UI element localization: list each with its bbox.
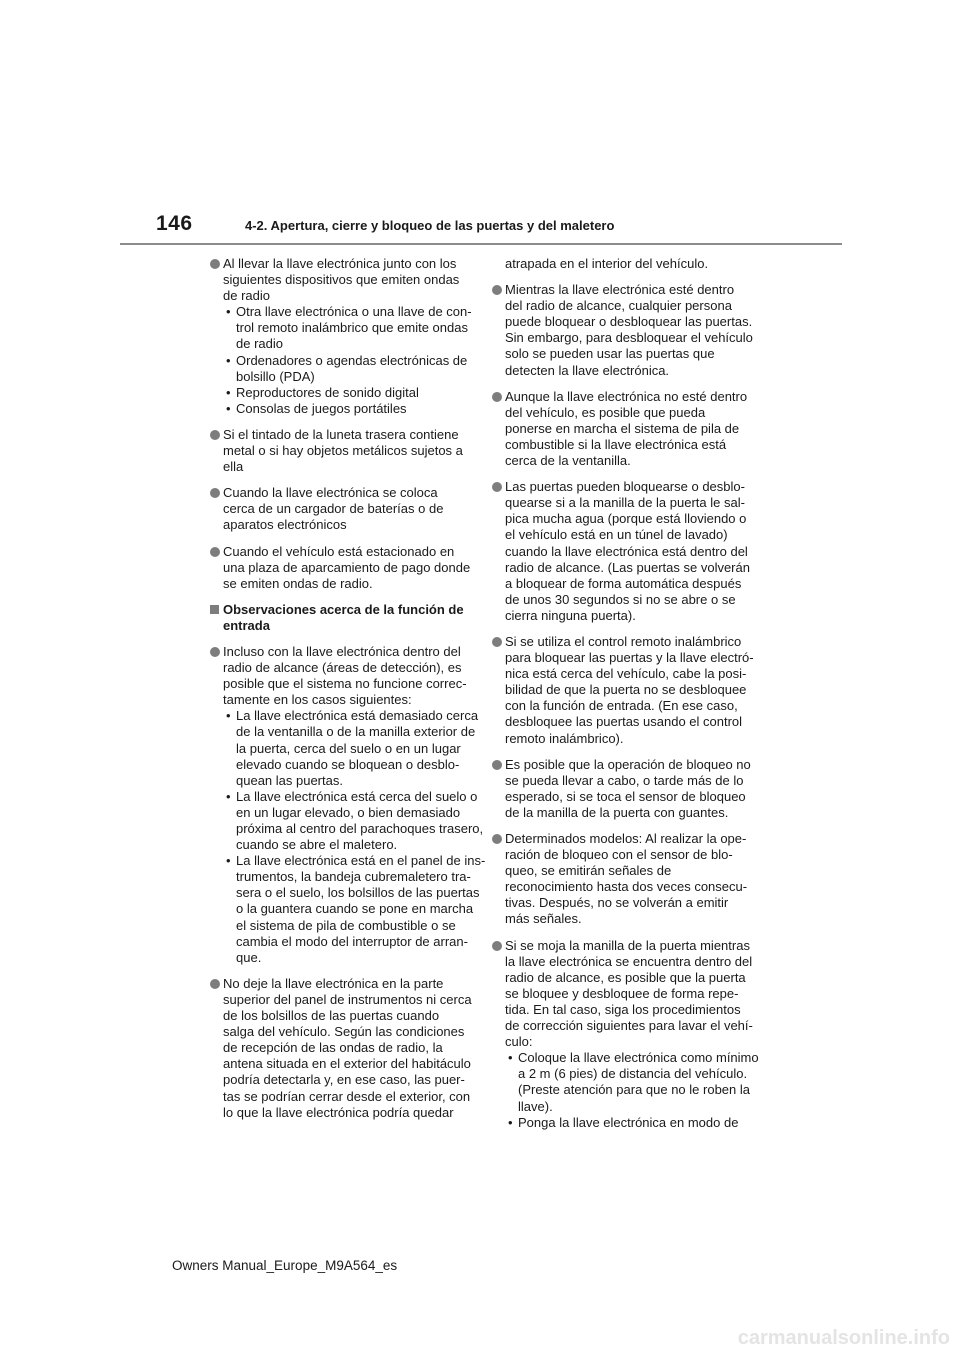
text-line: de corrección siguientes para lavar el vehí- [505,1018,753,1034]
text-line: Cuando la llave electrónica se coloca [223,485,438,501]
sub-bullet-item [223,385,468,401]
bullet-dot-icon [492,392,502,402]
text-line: sera o el suelo, los bolsillos de las puertas [236,885,480,901]
sub-bullet-item [223,304,472,352]
text-line: Ordenadores o agendas electrónicas de [236,352,468,368]
bullet-dot-icon [492,285,502,295]
text-line: en un lugar elevado, o bien demasiado [236,804,461,820]
text-line: se bloquee y desbloquee de forma repe- [505,985,739,1001]
text-line: tida. En tal caso, siga los procedimientos [505,1001,741,1017]
text-line: superior del panel de instrumentos ni cerca [223,991,472,1007]
text-line: ración de bloqueo con el sensor de blo- [505,847,733,863]
text-line: próxima al centro del parachoques trasero, [236,821,484,836]
text-line: trumentos, la bandeja cubremaletero tra- [236,869,471,885]
text-line: detecten la llave electrónica. [505,362,670,378]
text-line: cuando se abre el maletero. [236,837,398,853]
bullet-item [210,256,472,417]
text-line: podría detectarla y, en ese caso, las puer- [223,1072,465,1088]
text-line: culo: [505,1034,533,1050]
watermark-text: carmanualsonline.info [737,1327,950,1349]
text-line: para bloquear las puertas y la llave electró- [505,650,754,666]
bullet-dot-icon [210,430,220,440]
sub-bullet-item [223,353,468,385]
text-line: cuando la llave electrónica está dentro del [505,543,748,559]
text-line: elevado cuando se bloquean o desblo- [236,756,460,772]
text-line: cerca de la ventanilla. [505,453,631,469]
sub-bullet-icon: • [226,400,231,416]
sub-bullet-icon: • [508,1050,513,1066]
text-line: Sin embargo, para desbloquear el vehículo [505,330,753,346]
text-line: Coloque la llave electrónica como mínimo [518,1050,759,1066]
text-line: trol remoto inalámbrico que emite ondas [236,320,468,336]
text-line: a bloquear de forma automática después [505,575,742,591]
sub-bullet-icon: • [226,352,231,368]
text-line: o la guantera cuando se pone en marcha [236,901,474,917]
text-line: se emiten ondas de radio. [223,575,373,591]
bullet-dot-icon [210,488,220,498]
bullet-dot-icon [492,760,502,770]
sub-bullet-item [223,708,479,788]
bullet-item [492,282,754,379]
text-line: salga del vehículo. Según las condiciones [223,1024,465,1040]
text-line: del vehículo, es posible que pueda [505,404,706,420]
text-line: metal o si hay objetos metálicos sujetos a [223,443,463,459]
text-line: posible que el sistema no funcione correc- [223,676,467,692]
section-title: 4-2. Apertura, cierre y bloqueo de las puertas y del maletero [245,218,615,233]
text-line: con la función de entrada. (En ese caso, [505,698,738,714]
continued-text [492,256,754,272]
text-line: queo, se emitirán señales de [505,863,672,879]
text-line: de radio [236,336,283,352]
bullet-item [492,757,754,821]
sub-bullet-icon: • [226,384,231,400]
text-line: el vehículo está en un túnel de lavado) [505,527,728,543]
bullet-item [492,831,754,928]
sub-bullet-item [223,401,468,417]
text-line: Al llevar la llave electrónica junto con los [223,256,457,271]
text-line: Mientras la llave electrónica esté dentro [505,282,735,298]
text-line: entrada [223,617,270,633]
text-line: La llave electrónica está cerca del suelo o [236,788,478,804]
text-line: la llave electrónica se encuentra dentro del [505,953,753,969]
bullet-item [210,543,471,592]
text-line: llave). [518,1098,553,1114]
page-footer: Owners Manual_Europe_M9A564_es [172,1258,398,1273]
text-line: puede bloquear o desbloquear las puertas. [505,314,753,330]
text-line: La llave electrónica está en el panel de ins- [236,853,486,869]
text-line: combustible si la llave electrónica está [505,436,727,452]
sub-bullet-icon: • [226,708,231,724]
text-line: ponerse en marcha el sistema de pila de [505,420,740,436]
sub-bullet-icon: • [508,1114,513,1130]
text-line: (Preste atención para que no le roben la [518,1082,750,1098]
bullet-dot-icon [492,482,502,492]
bullet-item [210,427,468,475]
text-line: Ponga la llave electrónica en modo de [518,1114,739,1130]
sub-bullet-item [505,1050,759,1114]
text-line: No deje la llave electrónica en la parte [223,975,444,991]
text-line: Cuando el vehículo está estacionado en [223,543,455,559]
square-bullet-icon [210,605,219,614]
text-line: Incluso con la llave electrónica dentro del [223,643,461,659]
text-line: Es posible que la operación de bloqueo no [505,756,751,772]
bullet-dot-icon [492,637,502,647]
text-line: aparatos electrónicos [223,517,347,533]
text-line: atrapada en el interior del vehículo. [505,256,709,271]
text-line: Determinados modelos: Al realizar la ope- [505,831,747,846]
text-line: Las puertas pueden bloquearse o desblo- [505,479,745,495]
text-line: de la manilla de la puerta con guantes. [505,804,729,820]
text-line: Consolas de juegos portátiles [236,400,407,416]
text-line: remoto inalámbrico). [505,730,624,746]
bullet-item [210,485,468,533]
section-heading [210,602,468,634]
text-line: siguientes dispositivos que emiten ondas [223,272,460,288]
sub-bullet-icon: • [226,788,231,804]
text-line: nica está cerca del vehículo, cabe la posi- [505,666,747,682]
right-column [492,256,759,1141]
text-line: quearse si a la manilla de la puerta le sal- [505,495,745,511]
text-line: de recepción de las ondas de radio, la [223,1040,443,1056]
text-line: antena situada en el exterior del habitáculo [223,1056,471,1072]
bullet-item [492,634,754,747]
text-line: el sistema de pila de combustible o se [236,917,456,933]
text-line: ella [223,459,244,475]
text-line: Reproductores de sonido digital [236,384,419,400]
bullet-item [492,937,759,1131]
text-line: Si el tintado de la luneta trasera contiene [223,426,459,442]
text-line: de los bolsillos de las puertas cuando [223,1008,440,1024]
bullet-dot-icon [210,259,220,269]
text-line: radio de alcance. (Las puertas se volverán [505,559,750,575]
text-line: esperado, si se toca el sensor de bloqueo [505,788,746,804]
text-line: tivas. Después, no se volverán a emitir [505,895,729,911]
text-line: solo se pueden usar las puertas que [505,346,715,362]
text-line: la puerta, cerca del suelo o en un lugar [236,740,461,756]
text-line: bilidad de que la puerta no se desbloquee [505,682,747,698]
bullet-item [210,643,486,966]
sub-bullet-icon: • [226,304,231,320]
text-line: del radio de alcance, cualquier persona [505,298,732,314]
text-line: una plaza de aparcamiento de pago donde [223,559,471,575]
text-line: cierra ninguna puerta). [505,607,636,623]
bullet-item [492,389,754,469]
text-line: de radio [223,288,270,304]
bullet-item [492,479,754,624]
text-line: a 2 m (6 pies) de distancia del vehículo. [518,1066,748,1082]
bullet-dot-icon [492,941,502,951]
page-number: 146 [156,212,193,235]
text-line: Si se moja la manilla de la puerta mientras [505,937,750,953]
text-line: Otra llave electrónica o una llave de con- [236,304,472,320]
text-line: tamente en los casos siguientes: [223,692,412,708]
text-line: pica mucha agua (porque está lloviendo o [505,511,747,527]
text-line: que. [236,949,262,965]
bullet-dot-icon [210,547,220,557]
text-line: reconocimiento hasta dos veces consecu- [505,879,748,895]
left-column [210,256,486,1131]
text-line: cerca de un cargador de baterías o de [223,501,444,517]
text-line: bolsillo (PDA) [236,368,315,384]
text-line: más señales. [505,911,582,927]
text-line: Observaciones acerca de la función de [223,601,464,617]
text-line: lo que la llave electrónica podría quedar [223,1104,454,1120]
text-line: desbloquee las puertas usando el control [505,714,743,730]
text-line: Aunque la llave electrónica no esté dentro [505,388,748,404]
text-line: se pueda llevar a cabo, o tarde más de lo [505,772,744,788]
bullet-dot-icon [210,979,220,989]
text-line: cambia el modo del interruptor de arran- [236,933,468,949]
sub-bullet-item [223,788,484,853]
sub-bullet-icon: • [226,853,231,869]
text-line: tas se podrían cerrar desde el exterior, con [223,1088,471,1104]
header-divider [120,243,842,245]
text-line: Si se utiliza el control remoto inalámbrico [505,633,742,649]
sub-bullet-item [505,1115,754,1131]
text-line: de la ventanilla o de la manilla exterior de [236,724,476,740]
bullet-item [210,975,472,1121]
sub-bullet-item [223,853,486,966]
text-line: quean las puertas. [236,772,343,788]
text-line: de unos 30 segundos si no se abre o se [505,591,736,607]
bullet-dot-icon [492,834,502,844]
bullet-dot-icon [210,647,220,657]
text-line: La llave electrónica está demasiado cerca [236,708,479,724]
text-line: radio de alcance (áreas de detección), es [223,660,462,676]
text-line: radio de alcance, es posible que la puerta [505,969,746,985]
